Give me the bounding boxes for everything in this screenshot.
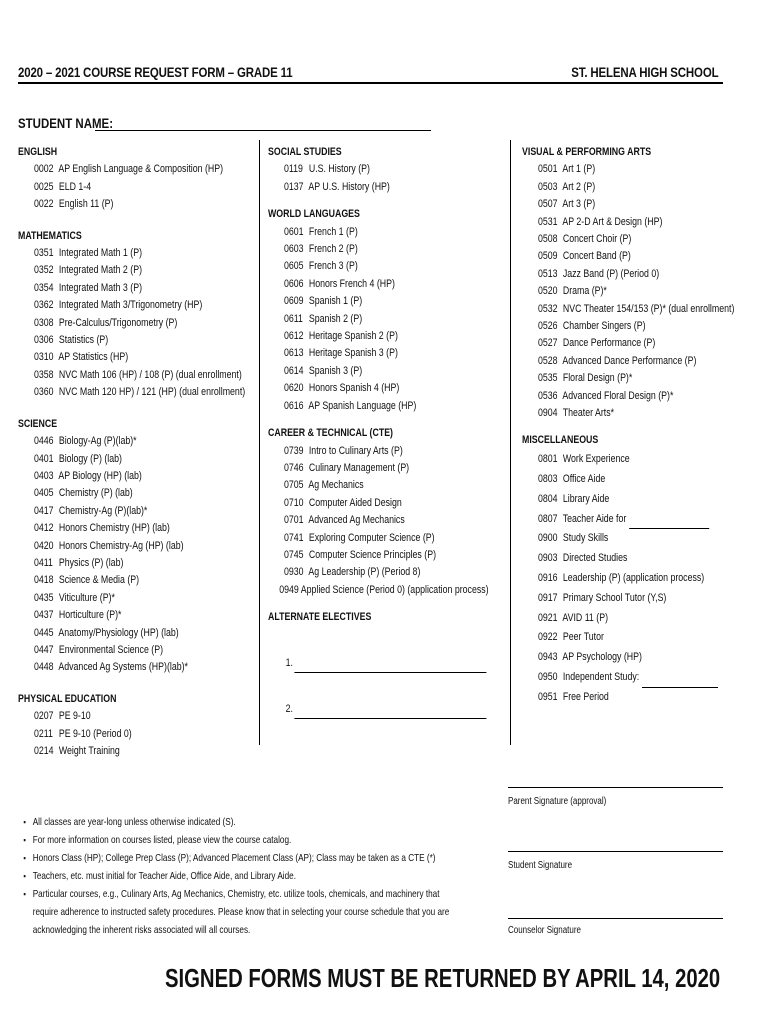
course-code: 0701 (284, 514, 304, 527)
course-name: English 11 (P) (58, 198, 114, 211)
course-name: Honors French 4 (HP) (308, 277, 395, 290)
course-name: Art 2 (P) (562, 180, 596, 193)
course-name: Teacher Aide for (562, 512, 627, 525)
course-code: 0022 (34, 198, 54, 211)
course-item[interactable] (18, 607, 258, 624)
course-item[interactable] (268, 443, 508, 460)
course-item[interactable] (522, 490, 762, 510)
course-name: Ag Leadership (P) (Period 8) (308, 566, 421, 579)
footer-deadline: SIGNED FORMS MUST BE RETURNED BY APRIL 14, 2020 (165, 963, 721, 993)
course-item[interactable] (268, 380, 508, 397)
course-item[interactable] (268, 564, 508, 581)
course-name: Library Aide (562, 492, 610, 505)
course-name: French 1 (P) (308, 225, 358, 238)
course-name: Chamber Singers (P) (562, 320, 646, 333)
course-name: Concert Band (P) (562, 250, 631, 263)
course-item[interactable] (18, 708, 258, 725)
course-item[interactable] (522, 529, 762, 549)
course-name: Independent Study: (562, 671, 640, 684)
course-item[interactable] (522, 301, 762, 318)
course-name: Leadership (P) (application process) (562, 572, 705, 585)
column-divider (259, 140, 260, 745)
course-item[interactable] (268, 495, 508, 512)
course-item[interactable] (268, 293, 508, 310)
course-item[interactable] (18, 451, 258, 468)
course-item[interactable] (268, 328, 508, 345)
counselor-signature-label: Counselor Signature (508, 925, 581, 936)
course-name: NVC Theater 154/153 (P)* (dual enrollment) (562, 302, 735, 315)
section-title: ALTERNATE ELECTIVES (268, 611, 372, 624)
course-item[interactable] (18, 384, 258, 401)
course-code: 0606 (284, 277, 304, 290)
section-title: SCIENCE (18, 417, 58, 430)
course-code: 0705 (284, 479, 304, 492)
course-name: Honors Chemistry-Ag (HP) (lab) (58, 539, 184, 552)
course-name: Primary School Tutor (Y,S) (562, 591, 667, 604)
course-code: 0211 (34, 727, 53, 740)
independent-study-field[interactable] (642, 675, 718, 688)
course-code: 0411 (34, 556, 53, 569)
course-code: 0807 (538, 512, 558, 525)
course-name: Pre-Calculus/Trigonometry (P) (58, 316, 178, 329)
course-code: 0614 (284, 364, 304, 377)
alternate-elective-2[interactable]: 2. (268, 673, 508, 719)
course-name: U.S. History (P) (308, 163, 370, 176)
course-name: Integrated Math 3 (P) (58, 281, 143, 294)
course-item[interactable] (522, 388, 762, 405)
course-item[interactable] (268, 512, 508, 529)
student-signature-line[interactable] (508, 851, 723, 852)
student-name-label: STUDENT NAME: (18, 115, 114, 131)
course-item[interactable] (18, 485, 258, 502)
course-item[interactable] (522, 510, 762, 530)
course-item[interactable] (522, 609, 762, 629)
course-item[interactable] (18, 161, 258, 178)
course-code: 0358 (34, 368, 54, 381)
course-code: 0435 (34, 591, 54, 604)
course-code: 0403 (34, 469, 54, 482)
course-item[interactable] (18, 367, 258, 384)
course-item[interactable] (268, 161, 508, 178)
course-item[interactable] (18, 468, 258, 485)
course-name: Floral Design (P)* (562, 372, 633, 385)
course-code: 0951 (538, 690, 558, 703)
course-code: 0620 (284, 382, 304, 395)
course-item[interactable] (522, 688, 762, 708)
course-name: Spanish 1 (P) (308, 295, 363, 308)
course-code: 0526 (538, 320, 558, 333)
course-code: 0445 (34, 626, 54, 639)
course-code: 0507 (538, 198, 558, 211)
course-name: AVID 11 (P) (562, 611, 609, 624)
section-mathematics (18, 228, 258, 402)
section-title: MISCELLANEOUS (522, 433, 599, 446)
course-code: 0513 (538, 267, 558, 280)
course-code: 0002 (34, 163, 54, 176)
course-code: 0916 (538, 572, 558, 585)
course-code: 0609 (284, 295, 304, 308)
course-code: 0420 (34, 539, 54, 552)
course-item[interactable] (18, 332, 258, 349)
course-item[interactable] (522, 470, 762, 490)
note-item: ▪ All classes are year-long unless otherwise indicated (S). (23, 813, 450, 831)
section-english (18, 144, 258, 214)
course-item[interactable] (18, 572, 258, 589)
course-code: 0207 (34, 710, 54, 723)
course-name: Integrated Math 3/Trigonometry (HP) (58, 299, 203, 312)
note-item: ▪ Teachers, etc. must initial for Teacher Aide, Office Aide, and Library Aide. (23, 867, 450, 885)
course-item[interactable] (18, 538, 258, 555)
course-item[interactable] (522, 589, 762, 609)
course-name: Statistics (P) (58, 334, 109, 347)
course-item[interactable] (268, 363, 508, 380)
course-code: 0528 (538, 354, 558, 367)
course-name: PE 9-10 (58, 710, 91, 723)
course-item[interactable] (18, 590, 258, 607)
course-code: 0351 (34, 247, 54, 260)
column-1 (18, 144, 258, 764)
course-name: Advanced Dance Performance (P) (562, 354, 697, 367)
course-item[interactable] (18, 297, 258, 314)
course-code: 0405 (34, 487, 54, 500)
course-code: 0917 (538, 591, 558, 604)
course-code: 0448 (34, 661, 54, 674)
course-item[interactable] (18, 245, 258, 262)
course-item[interactable] (522, 353, 762, 370)
course-name: Ag Mechanics (308, 479, 364, 492)
course-item[interactable] (18, 642, 258, 659)
course-item[interactable] (268, 345, 508, 362)
course-name: Environmental Science (P) (58, 643, 164, 656)
course-name: ELD 1-4 (58, 180, 92, 193)
course-item[interactable] (522, 628, 762, 648)
course-name: Physics (P) (lab) (58, 556, 124, 569)
course-code: 0447 (34, 643, 54, 656)
course-item[interactable] (522, 196, 762, 213)
course-name: Biology-Ag (P)(lab)* (58, 435, 137, 448)
course-item[interactable] (522, 370, 762, 387)
course-code: 0401 (34, 452, 54, 465)
course-name: Peer Tutor (562, 631, 604, 644)
course-name: Advanced Floral Design (P)* (562, 389, 674, 402)
course-name: Spanish 2 (P) (308, 312, 363, 325)
course-code: 0801 (538, 453, 558, 466)
course-code: 0601 (284, 225, 304, 238)
teacher-aide-field[interactable] (629, 516, 709, 529)
course-code: 0308 (34, 316, 54, 329)
course-item[interactable] (522, 318, 762, 335)
section-cte (268, 425, 508, 599)
course-name: Intro to Culinary Arts (P) (308, 444, 403, 457)
section-title: SOCIAL STUDIES (268, 146, 342, 158)
course-name: Science & Media (P) (58, 574, 140, 587)
course-item[interactable] (18, 659, 258, 676)
course-name: AP Psychology (HP) (562, 651, 642, 664)
course-code: 0025 (34, 180, 54, 193)
course-code: 0354 (34, 281, 54, 294)
course-code: 0535 (538, 372, 558, 385)
course-name: Concert Choir (P) (562, 233, 632, 246)
course-item[interactable] (268, 547, 508, 564)
course-name: AP Biology (HP) (lab) (58, 469, 142, 482)
course-name: Work Experience (562, 453, 630, 466)
course-code: 0503 (538, 180, 558, 193)
course-name: NVC Math 120 HP) / 121 (HP) (dual enrollment) (58, 386, 246, 399)
course-name: PE 9-10 (Period 0) (58, 727, 132, 740)
course-item[interactable] (268, 258, 508, 275)
course-name: Theater Arts* (562, 407, 615, 420)
course-code: 0741 (284, 531, 304, 544)
course-code: 0536 (538, 389, 558, 402)
course-code: 0310 (34, 351, 54, 364)
course-name: Horticulture (P)* (58, 609, 122, 622)
note-item: ▪ Particular courses, e.g., Culinary Arts, Ag Mechanics, Chemistry, etc. utilize tools, chemicals, and machinery that require adherence to instructed safety procedures. Please know that in selecting your course schedule that you are acknowledging the inherent risks associated will all courses. (23, 885, 450, 939)
course-name: Heritage Spanish 3 (P) (308, 347, 398, 360)
course-name: Computer Aided Design (308, 496, 402, 509)
course-name: AP Statistics (HP) (58, 351, 129, 364)
course-name: Integrated Math 2 (P) (58, 264, 143, 277)
student-signature-label: Student Signature (508, 860, 573, 871)
course-item[interactable] (268, 530, 508, 547)
course-item[interactable] (268, 311, 508, 328)
course-code: 0508 (538, 233, 558, 246)
course-code: 0612 (284, 330, 304, 343)
student-name-field[interactable] (95, 130, 431, 131)
section-physical-education (18, 691, 258, 761)
course-item[interactable] (18, 262, 258, 279)
column-3 (522, 144, 762, 712)
course-item[interactable] (522, 179, 762, 196)
course-name: French 2 (P) (308, 243, 358, 256)
section-title: ENGLISH (18, 146, 58, 158)
course-code: 0417 (34, 504, 54, 517)
column-2 (268, 144, 508, 723)
course-item[interactable] (18, 743, 258, 760)
course-code: 0921 (538, 611, 558, 624)
course-code: 0437 (34, 609, 54, 622)
course-item[interactable] (522, 248, 762, 265)
section-alternate-electives (268, 609, 508, 718)
course-code: 0710 (284, 496, 304, 509)
parent-signature-label: Parent Signature (approval) (508, 796, 607, 807)
course-name: Viticulture (P)* (58, 591, 115, 604)
course-name: AP English Language & Composition (HP) (58, 163, 224, 176)
section-title: CAREER & TECHNICAL (CTE) (268, 427, 393, 440)
course-name: Exploring Computer Science (P) (308, 531, 435, 544)
course-item[interactable] (522, 648, 762, 668)
course-code: 0509 (538, 250, 558, 263)
course-name: Advanced Ag Systems (HP)(lab)* (58, 661, 188, 674)
course-item[interactable] (522, 569, 762, 589)
course-item[interactable] (18, 280, 258, 297)
course-name: Chemistry (P) (lab) (58, 487, 133, 500)
cte-applied-science: 0949 Applied Science (Period 0) (application process) (279, 583, 489, 596)
course-item[interactable] (18, 555, 258, 572)
section-title: MATHEMATICS (18, 229, 82, 242)
course-code: 0532 (538, 302, 558, 315)
course-item[interactable] (522, 231, 762, 248)
section-title: PHYSICAL EDUCATION (18, 692, 117, 705)
notes (14, 813, 451, 939)
course-code: 0804 (538, 492, 558, 505)
course-item[interactable] (522, 668, 762, 688)
course-item[interactable] (522, 405, 762, 422)
course-code: 0119 (284, 163, 303, 176)
course-name: Art 1 (P) (562, 163, 596, 176)
parent-signature-line[interactable] (508, 787, 723, 788)
course-code: 0418 (34, 574, 54, 587)
course-code: 0501 (538, 163, 558, 176)
course-item[interactable] (522, 161, 762, 178)
course-code: 0446 (34, 435, 54, 448)
course-code: 0900 (538, 532, 558, 545)
course-item[interactable] (268, 276, 508, 293)
header-rule (18, 82, 723, 84)
course-name: AP 2-D Art & Design (HP) (562, 215, 663, 228)
course-name: Spanish 3 (P) (308, 364, 363, 377)
course-name: NVC Math 106 (HP) / 108 (P) (dual enrollment) (58, 368, 242, 381)
course-code: 0904 (538, 407, 558, 420)
course-code: 0352 (34, 264, 54, 277)
course-item[interactable] (268, 477, 508, 494)
course-code: 0362 (34, 299, 54, 312)
course-name: Office Aide (562, 473, 606, 486)
course-name: Advanced Ag Mechanics (308, 514, 405, 527)
course-code: 0360 (34, 386, 54, 399)
course-name: Honors Chemistry (HP) (lab) (58, 522, 170, 535)
section-visual-performing-arts (522, 144, 762, 423)
course-item[interactable] (18, 179, 258, 196)
course-item[interactable] (268, 398, 508, 415)
course-item[interactable] (18, 520, 258, 537)
course-code: 0527 (538, 337, 558, 350)
course-item[interactable] (268, 460, 508, 477)
course-item[interactable] (268, 241, 508, 258)
note-item: ▪ For more information on courses listed, please view the course catalog. (23, 831, 450, 849)
course-name: Chemistry-Ag (P)(lab)* (58, 504, 148, 517)
section-world-languages (268, 206, 508, 415)
course-name: Weight Training (58, 745, 120, 757)
course-item[interactable] (18, 625, 258, 642)
section-social-studies (268, 144, 508, 196)
course-code: 0611 (284, 312, 303, 325)
course-item[interactable] (268, 179, 508, 196)
course-name: Computer Science Principles (P) (308, 548, 437, 561)
alternate-elective-1[interactable]: 1. (268, 627, 508, 673)
course-item[interactable] (18, 433, 258, 450)
course-name: Heritage Spanish 2 (P) (308, 330, 398, 343)
course-name: Dance Performance (P) (562, 337, 656, 350)
course-item[interactable] (18, 196, 258, 213)
course-name: Free Period (562, 690, 609, 703)
note-item: ▪ Honors Class (HP); College Prep Class (P); Advanced Placement Class (AP); Class may be taken as a CTE (*) (23, 849, 450, 867)
course-code: 0306 (34, 334, 54, 347)
column-divider (510, 140, 511, 745)
course-item[interactable] (522, 335, 762, 352)
school-name: ST. HELENA HIGH SCHOOL (570, 64, 718, 80)
course-item[interactable] (18, 315, 258, 332)
course-name: French 3 (P) (308, 260, 358, 273)
course-name: Culinary Management (P) (308, 461, 410, 474)
course-name: Integrated Math 1 (P) (58, 247, 143, 260)
course-code: 0613 (284, 347, 304, 360)
course-code: 0903 (538, 552, 558, 565)
course-item[interactable] (522, 283, 762, 300)
course-code: 0531 (538, 215, 558, 228)
course-item[interactable] (268, 224, 508, 241)
course-item[interactable] (522, 266, 762, 283)
course-code: 0739 (284, 444, 304, 457)
course-name: Honors Spanish 4 (HP) (308, 382, 400, 395)
course-name: Study Skills (562, 532, 609, 545)
course-code: 0214 (34, 745, 54, 757)
course-item[interactable] (18, 503, 258, 520)
course-name: Drama (P)* (562, 285, 607, 298)
course-name: Biology (P) (lab) (58, 452, 122, 465)
course-item[interactable] (522, 214, 762, 231)
course-code: 0412 (34, 522, 54, 535)
course-item[interactable] (522, 549, 762, 569)
course-code: 0943 (538, 651, 558, 664)
course-code: 0520 (538, 285, 558, 298)
course-name: Art 3 (P) (562, 198, 596, 211)
section-science (18, 416, 258, 677)
course-code: 0930 (284, 566, 304, 579)
course-name: AP U.S. History (HP) (308, 180, 390, 193)
course-item[interactable] (522, 450, 762, 470)
course-item[interactable] (18, 726, 258, 743)
course-code: 0922 (538, 631, 558, 644)
section-miscellaneous (522, 431, 762, 708)
section-title: VISUAL & PERFORMING ARTS (522, 146, 652, 158)
course-code: 0605 (284, 260, 304, 273)
counselor-signature-line[interactable] (508, 918, 723, 919)
course-name: AP Spanish Language (HP) (308, 399, 417, 412)
course-code: 0137 (284, 180, 304, 193)
course-code: 0616 (284, 399, 304, 412)
course-code: 0803 (538, 473, 558, 486)
course-code: 0603 (284, 243, 304, 256)
course-item[interactable] (18, 349, 258, 366)
form-title: 2020 – 2021 COURSE REQUEST FORM – GRADE 11 (18, 64, 293, 80)
section-title: WORLD LANGUAGES (268, 208, 360, 221)
course-name: Directed Studies (562, 552, 628, 565)
course-name: Jazz Band (P) (Period 0) (562, 267, 660, 280)
course-name: Anatomy/Physiology (HP) (lab) (58, 626, 179, 639)
course-code: 0745 (284, 548, 304, 561)
course-code: 0746 (284, 461, 304, 474)
course-code: 0950 (538, 671, 558, 684)
